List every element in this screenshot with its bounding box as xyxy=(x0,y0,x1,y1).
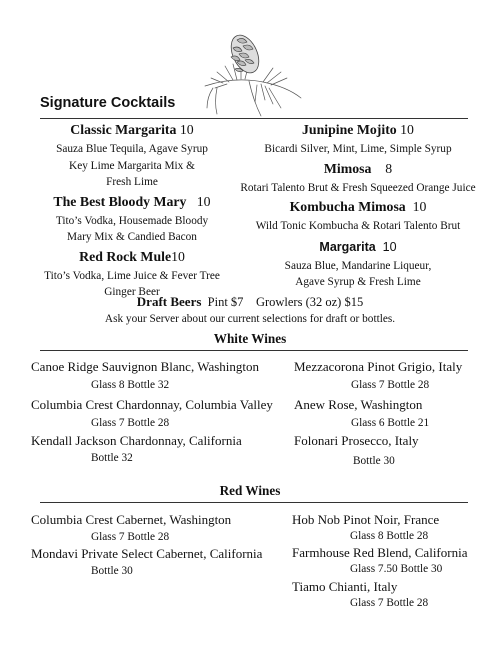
cocktail-description: Wild Tonic Kombucha & Rotari Talento Brut xyxy=(255,220,461,232)
wine-price: Glass 7 Bottle 28 xyxy=(350,597,429,609)
cocktail-description: Ginger Beer xyxy=(104,286,160,298)
wine-price: Glass 6 Bottle 21 xyxy=(351,417,430,429)
cocktail-description: Mary Mix & Candied Bacon xyxy=(67,231,197,243)
cocktails-right-column xyxy=(238,121,478,291)
white-wines-title: White Wines xyxy=(213,331,287,346)
draft-pint-price: Pint $7 xyxy=(207,295,244,309)
wine-name: Columbia Crest Chardonnay, Columbia Valley xyxy=(31,397,273,412)
cocktail-name: Kombucha Mimosa 10 xyxy=(289,199,427,214)
wine-price: Bottle 30 xyxy=(353,455,395,467)
cocktail-name: Red Rock Mule10 xyxy=(79,248,185,264)
wine-price: Bottle 30 xyxy=(91,565,133,577)
cocktail-name: Mimosa 8 xyxy=(323,160,393,176)
wine-name: Canoe Ridge Sauvignon Blanc, Washington xyxy=(31,359,259,374)
wine-price: Bottle 32 xyxy=(91,452,133,464)
cocktail-description: Sauza Blue, Mandarine Liqueur, xyxy=(284,259,432,272)
cocktail-description: Rotari Talento Brut & Fresh Squeezed Orange Juice xyxy=(240,181,476,194)
wine-price: Glass 7.50 Bottle 30 xyxy=(350,563,443,575)
wine-name: Tiamo Chianti, Italy xyxy=(292,579,398,594)
wine-name: Mezzacorona Pinot Grigio, Italy xyxy=(294,359,463,374)
cocktail-description: Bicardi Silver, Mint, Lime, Simple Syrup xyxy=(264,143,452,155)
wine-price: Glass 7 Bottle 28 xyxy=(91,531,170,543)
white-wines-divider xyxy=(40,350,468,351)
wine-name: Columbia Crest Cabernet, Washington xyxy=(31,512,232,527)
cocktail-description: Tito’s Vodka, Housemade Bloody xyxy=(55,214,209,227)
cocktail-description: Sauza Blue Tequila, Agave Syrup xyxy=(56,143,208,155)
draft-beers-note: Ask your Server about our current selections for draft or bottles. xyxy=(104,313,396,325)
cocktail-description: Agave Syrup & Fresh Lime xyxy=(295,276,421,288)
wine-price: Glass 7 Bottle 28 xyxy=(91,417,170,429)
draft-beers-label: Draft Beers xyxy=(136,294,202,309)
cocktail-description: Key Lime Margarita Mix & xyxy=(69,159,195,172)
signature-cocktails-title: Signature Cocktails xyxy=(40,95,176,111)
wine-name: Farmhouse Red Blend, California xyxy=(292,545,468,560)
draft-growler-price: Growlers (32 oz) $15 xyxy=(255,295,364,309)
cocktail-description: Fresh Lime xyxy=(106,176,158,188)
red-wines-divider xyxy=(40,502,468,503)
wine-price: Glass 8 Bottle 32 xyxy=(91,379,170,391)
cocktail-description: Tito’s Vodka, Lime Juice & Fever Tree xyxy=(44,269,220,282)
wine-name: Anew Rose, Washington xyxy=(294,397,423,412)
wine-name: Mondavi Private Select Cabernet, California xyxy=(31,546,263,561)
cocktail-name: Junipine Mojito 10 xyxy=(302,122,414,137)
cocktail-name: The Best Bloody Mary 10 xyxy=(53,193,211,209)
wine-name: Folonari Prosecco, Italy xyxy=(294,433,419,448)
pine-cone-illustration xyxy=(203,28,303,120)
wine-price: Glass 7 Bottle 28 xyxy=(351,379,430,391)
cocktails-left-column xyxy=(26,121,238,301)
signature-divider xyxy=(40,118,468,119)
cocktail-name: Margarita 10 xyxy=(319,239,397,254)
wine-price: Glass 8 Bottle 28 xyxy=(350,530,429,542)
cocktail-name: Classic Margarita 10 xyxy=(70,122,194,137)
wine-name: Hob Nob Pinot Noir, France xyxy=(292,512,440,527)
draft-beers-line xyxy=(0,294,500,310)
red-wines-title: Red Wines xyxy=(219,483,281,498)
wine-name: Kendall Jackson Chardonnay, California xyxy=(31,433,242,448)
